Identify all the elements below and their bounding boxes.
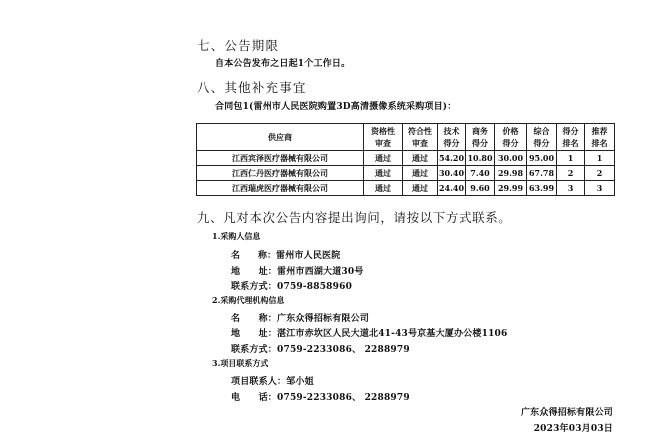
agency-address: 湛江市赤坎区人民大道北41-43号京基大厦办公楼1106	[277, 329, 508, 339]
cell-total-score: 67.78	[527, 166, 557, 181]
cell-score-rank: 3	[557, 181, 585, 196]
col-header-recommend-rank: 推荐 排名	[585, 124, 615, 151]
cell-tech-score: 54.20	[438, 151, 466, 166]
col-header-supplier: 供应商	[197, 124, 364, 151]
col-header-business-score: 商务 得分	[466, 124, 495, 151]
cell-business-score: 7.40	[466, 166, 495, 181]
project-person-label: 项目联系人：	[231, 377, 287, 387]
signature-company: 广东众得招标有限公司	[520, 408, 613, 418]
project-heading: 3.项目联系方式	[212, 358, 269, 368]
cell-price-score: 29.98	[495, 166, 527, 181]
col-header-total-score: 综合 得分	[527, 124, 557, 151]
purchaser-address: 雷州市西湖大道30号	[277, 267, 364, 277]
cell-score-rank: 2	[557, 166, 585, 181]
table-row	[197, 166, 615, 181]
purchaser-contact-label: 联系方式：	[231, 282, 278, 292]
purchaser-name: 雷州市人民医院	[276, 251, 341, 261]
agency-address-line	[231, 326, 507, 339]
cell-price-score: 29.99	[495, 181, 527, 196]
col-header-score-rank: 得分 排名	[557, 124, 585, 151]
agency-name: 广东众得招标有限公司	[277, 314, 370, 324]
cell-recommend-rank: 3	[585, 181, 615, 196]
section-9-title: 九、凡对本次公告内容提出询问，请按以下方式联系。	[197, 210, 512, 225]
cell-qualification: 通过	[364, 151, 403, 166]
purchaser-contact: 0759-8858960	[277, 282, 353, 292]
cell-score-rank: 1	[557, 151, 585, 166]
col-header-tech-score: 技术 得分	[438, 124, 466, 151]
cell-business-score: 10.80	[466, 151, 495, 166]
project-phone-label: 电 话：	[231, 393, 278, 403]
table-row	[197, 151, 615, 166]
table-header-row	[197, 124, 615, 151]
cell-recommend-rank: 1	[585, 151, 615, 166]
col-header-price-score: 价格 得分	[495, 124, 527, 151]
project-person: 邹小姐	[286, 377, 314, 387]
agency-contact: 0759-2233086、 2288979	[277, 345, 410, 355]
section-7-text: 自本公告发布之日起1个工作日。	[215, 59, 351, 69]
agency-name-line	[231, 311, 369, 324]
purchaser-heading: 1.采购人信息	[212, 231, 261, 241]
purchaser-name-line	[231, 248, 340, 261]
signature-date: 2023年03月03日	[533, 424, 613, 434]
table-row	[197, 181, 615, 196]
agency-contact-label: 联系方式：	[231, 345, 278, 355]
cell-recommend-rank: 2	[585, 166, 615, 181]
agency-name-label: 名 称：	[231, 314, 278, 324]
agency-heading: 2.采购代理机构信息	[212, 295, 285, 305]
cell-price-score: 30.00	[495, 151, 527, 166]
cell-supplier: 江西宾泽医疗器械有限公司	[197, 151, 364, 166]
agency-contact-line	[231, 342, 410, 355]
cell-qualification: 通过	[364, 181, 403, 196]
cell-supplier: 江西仁丹医疗器械有限公司	[197, 166, 364, 181]
purchaser-contact-line	[231, 279, 352, 292]
section-7-title: 七、公告期限	[197, 38, 280, 53]
cell-supplier: 江西瑞虎医疗器械有限公司	[197, 181, 364, 196]
section-8-title: 八、其他补充事宜	[197, 80, 307, 95]
package-caption: 合同包1(雷州市人民医院购置3D高清摄像系统采购项目)：	[215, 102, 457, 112]
col-header-qualification: 资格性 审查	[364, 124, 403, 151]
project-phone: 0759-2233086、 2288979	[277, 393, 410, 403]
col-header-compliance: 符合性 审查	[403, 124, 438, 151]
purchaser-address-label: 地 址：	[231, 267, 278, 277]
purchaser-address-line	[231, 264, 364, 277]
purchaser-name-label: 名 称：	[231, 251, 277, 261]
cell-tech-score: 24.40	[438, 181, 466, 196]
cell-qualification: 通过	[364, 166, 403, 181]
cell-compliance: 通过	[403, 181, 438, 196]
cell-total-score: 95.00	[527, 151, 557, 166]
agency-address-label: 地 址：	[231, 329, 278, 339]
score-table	[196, 123, 615, 196]
cell-tech-score: 30.40	[438, 166, 466, 181]
cell-total-score: 63.99	[527, 181, 557, 196]
project-person-line	[231, 374, 314, 387]
cell-compliance: 通过	[403, 151, 438, 166]
cell-compliance: 通过	[403, 166, 438, 181]
cell-business-score: 9.60	[466, 181, 495, 196]
project-phone-line	[231, 390, 410, 403]
